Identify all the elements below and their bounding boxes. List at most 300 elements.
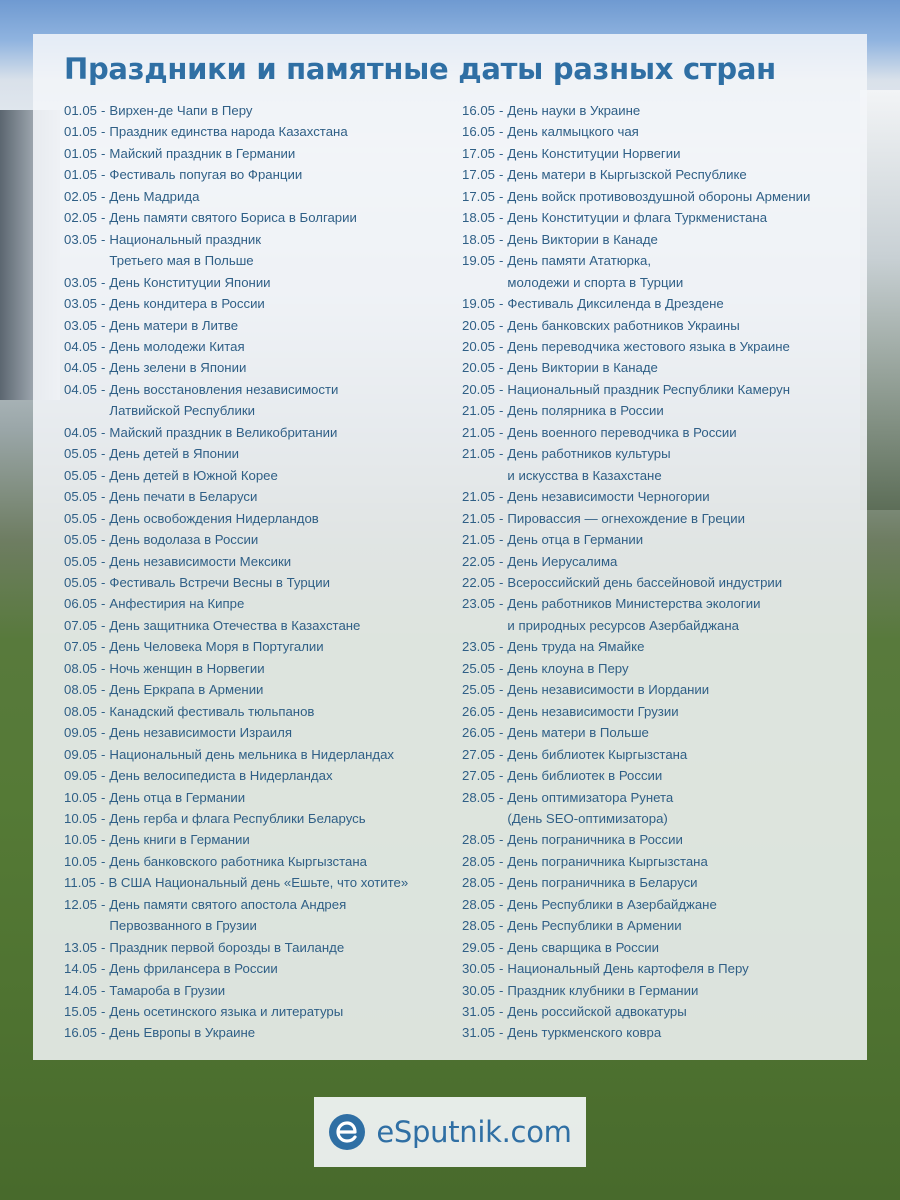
date-list-item <box>462 593 860 636</box>
item-holiday-name: День военного переводчика в России <box>507 424 737 440</box>
item-separator: - <box>101 682 106 698</box>
item-date: 01.05 <box>64 103 98 118</box>
item-holiday-name: День пограничника Кыргызстана <box>507 853 708 869</box>
date-list-item <box>64 744 454 765</box>
item-separator: - <box>499 832 504 848</box>
item-date: 10.05 <box>64 832 98 848</box>
item-date: 14.05 <box>64 982 98 998</box>
date-list-item <box>462 872 860 893</box>
item-date: 31.05 <box>462 1025 496 1041</box>
item-separator: - <box>499 703 504 719</box>
item-holiday-name: День независимости Черногории <box>507 489 710 505</box>
date-list-item <box>462 529 860 550</box>
item-separator: - <box>101 939 106 955</box>
item-date: 02.05 <box>64 188 98 204</box>
item-separator: - <box>101 103 106 118</box>
date-list-item <box>462 422 860 443</box>
item-separator: - <box>101 360 106 376</box>
item-date: 08.05 <box>64 660 98 676</box>
item-date: 09.05 <box>64 725 98 741</box>
date-list-item <box>64 486 454 507</box>
item-separator: - <box>101 510 106 526</box>
item-holiday-name: День печати в Беларуси <box>109 489 258 505</box>
item-holiday-name: Национальный День картофеля в Перу <box>507 961 749 977</box>
date-list-item <box>64 272 454 293</box>
item-separator: - <box>101 296 106 312</box>
item-separator: - <box>499 489 504 505</box>
date-list-item <box>462 336 860 357</box>
item-separator: - <box>499 1025 504 1041</box>
item-separator: - <box>499 446 504 462</box>
item-date: 01.05 <box>64 124 98 140</box>
item-holiday-name: День велосипедиста в Нидерландах <box>109 768 333 784</box>
item-holiday-name: Фестиваль Диксиленда в Дрездене <box>507 296 724 312</box>
item-separator: - <box>101 553 106 569</box>
date-list-item <box>462 1022 860 1043</box>
date-list-item <box>64 1022 454 1043</box>
item-date: 21.05 <box>462 489 496 505</box>
item-date: 05.05 <box>64 510 98 526</box>
date-list-item <box>64 593 454 614</box>
item-holiday-name: День герба и флага Республики Беларусь <box>109 810 366 826</box>
item-holiday-name: День детей в Японии <box>109 446 240 462</box>
item-separator: - <box>499 660 504 676</box>
item-date: 08.05 <box>64 703 98 719</box>
item-date: 22.05 <box>462 574 496 590</box>
date-list-item <box>64 980 454 1001</box>
logo-text: eSputnik.com <box>376 1115 572 1149</box>
item-holiday-name: День памяти святого апостола Андрея Первозванного в Грузии <box>109 896 347 934</box>
item-date: 03.05 <box>64 274 98 290</box>
item-holiday-name: День войск противовоздушной обороны Армении <box>507 188 811 204</box>
item-holiday-name: Национальный праздник Третьего мая в Польше <box>109 231 262 269</box>
item-separator: - <box>499 1004 504 1020</box>
date-list-item <box>462 379 860 400</box>
date-list-item <box>462 400 860 421</box>
brand-logo <box>314 1097 586 1167</box>
item-date: 17.05 <box>462 145 496 161</box>
item-holiday-name: День Иерусалима <box>507 553 618 569</box>
item-separator: - <box>499 746 504 762</box>
item-separator: - <box>499 961 504 977</box>
date-list-item <box>462 787 860 830</box>
item-date: 30.05 <box>462 961 496 977</box>
item-separator: - <box>101 746 106 762</box>
item-date: 12.05 <box>64 896 98 912</box>
item-holiday-name: День восстановления независимости Латвийской Республики <box>109 381 339 419</box>
item-holiday-name: День Человека Моря в Португалии <box>109 639 324 655</box>
item-holiday-name: День кондитера в России <box>109 296 265 312</box>
date-list-item <box>64 207 454 228</box>
item-date: 01.05 <box>64 145 98 161</box>
date-list-item <box>64 572 454 593</box>
date-list-item <box>462 164 860 185</box>
date-list-item <box>64 443 454 464</box>
item-separator: - <box>101 1025 106 1041</box>
date-list-item <box>64 701 454 722</box>
item-separator: - <box>499 639 504 655</box>
date-list-item <box>64 787 454 808</box>
item-holiday-name: Тамароба в Грузии <box>109 982 226 998</box>
date-list-item <box>462 894 860 915</box>
item-separator: - <box>499 167 504 183</box>
item-separator: - <box>101 596 106 612</box>
item-date: 04.05 <box>64 360 98 376</box>
item-date: 18.05 <box>462 231 496 247</box>
item-holiday-name: День банковских работников Украины <box>507 317 740 333</box>
date-list-item <box>64 529 454 550</box>
item-separator: - <box>499 424 504 440</box>
item-holiday-name: День зелени в Японии <box>109 360 247 376</box>
item-date: 17.05 <box>462 167 496 183</box>
date-list-item <box>462 207 860 228</box>
item-date: 03.05 <box>64 231 98 247</box>
item-holiday-name: День науки в Украине <box>507 103 641 118</box>
date-list-item <box>462 636 860 657</box>
item-holiday-name: День матери в Литве <box>109 317 239 333</box>
item-separator: - <box>499 596 504 612</box>
item-separator: - <box>499 317 504 333</box>
item-date: 25.05 <box>462 660 496 676</box>
item-date: 19.05 <box>462 296 496 312</box>
item-separator: - <box>499 403 504 419</box>
date-list-item <box>64 1001 454 1022</box>
item-separator: - <box>101 768 106 784</box>
item-separator: - <box>499 145 504 161</box>
item-holiday-name: День освобождения Нидерландов <box>109 510 319 526</box>
item-date: 05.05 <box>64 553 98 569</box>
item-separator: - <box>499 210 504 226</box>
item-date: 31.05 <box>462 1004 496 1020</box>
date-list-item <box>462 443 860 486</box>
item-holiday-name: День труда на Ямайке <box>507 639 645 655</box>
item-date: 07.05 <box>64 639 98 655</box>
item-date: 25.05 <box>462 682 496 698</box>
item-holiday-name: День отца в Германии <box>507 532 644 548</box>
date-list-item <box>64 336 454 357</box>
item-separator: - <box>101 167 106 183</box>
item-holiday-name: День сварщика в России <box>507 939 660 955</box>
item-separator: - <box>101 467 106 483</box>
item-date: 10.05 <box>64 789 98 805</box>
item-holiday-name: День независимости Израиля <box>109 725 293 741</box>
item-date: 15.05 <box>64 1004 98 1020</box>
item-holiday-name: День оптимизатора Рунета (День SEO-оптимизатора) <box>507 789 674 826</box>
item-date: 05.05 <box>64 532 98 548</box>
item-date: 28.05 <box>462 896 496 912</box>
item-holiday-name: День туркменского ковра <box>507 1025 662 1041</box>
date-list-item <box>64 636 454 657</box>
item-date: 09.05 <box>64 768 98 784</box>
date-list-item <box>462 658 860 679</box>
date-list-item <box>64 293 454 314</box>
item-separator: - <box>101 188 106 204</box>
item-holiday-name: Вирхен-де Чапи в Перу <box>109 103 253 118</box>
date-list-item <box>64 722 454 743</box>
item-date: 16.05 <box>462 103 496 118</box>
item-date: 27.05 <box>462 746 496 762</box>
date-list-item <box>64 872 454 893</box>
item-separator: - <box>101 982 106 998</box>
item-holiday-name: Ночь женщин в Норвегии <box>109 660 265 676</box>
esputnik-logo-icon <box>328 1113 366 1151</box>
item-holiday-name: День Европы в Украине <box>109 1025 256 1041</box>
item-date: 28.05 <box>462 853 496 869</box>
item-holiday-name: День независимости в Иордании <box>507 682 710 698</box>
date-list-item <box>462 121 860 142</box>
item-date: 16.05 <box>462 124 496 140</box>
date-list-item <box>462 100 860 121</box>
item-holiday-name: День пограничника в Беларуси <box>507 875 698 891</box>
item-separator: - <box>101 317 106 333</box>
item-date: 14.05 <box>64 961 98 977</box>
item-holiday-name: Фестиваль Встречи Весны в Турции <box>109 574 330 590</box>
item-separator: - <box>101 961 106 977</box>
item-holiday-name: Всероссийский день бассейновой индустрии <box>507 574 783 590</box>
item-separator: - <box>101 1004 106 1020</box>
item-date: 28.05 <box>462 789 496 805</box>
item-separator: - <box>101 338 106 354</box>
item-date: 05.05 <box>64 446 98 462</box>
item-date: 29.05 <box>462 939 496 955</box>
date-list-item <box>64 422 454 443</box>
item-holiday-name: День клоуна в Перу <box>507 660 629 676</box>
date-list-item <box>64 937 454 958</box>
item-holiday-name: День калмыцкого чая <box>507 124 639 140</box>
item-holiday-name: День осетинского языка и литературы <box>109 1004 344 1020</box>
item-separator: - <box>499 532 504 548</box>
item-date: 11.05 <box>64 875 97 891</box>
item-separator: - <box>101 853 106 869</box>
item-date: 06.05 <box>64 596 98 612</box>
item-date: 27.05 <box>462 768 496 784</box>
item-separator: - <box>499 360 504 376</box>
item-date: 20.05 <box>462 360 496 376</box>
item-date: 13.05 <box>64 939 98 955</box>
item-date: 03.05 <box>64 317 98 333</box>
item-holiday-name: Праздник первой борозды в Таиланде <box>109 939 345 955</box>
date-list-item <box>64 765 454 786</box>
item-separator: - <box>101 489 106 505</box>
item-separator: - <box>499 982 504 998</box>
item-holiday-name: День детей в Южной Корее <box>109 467 278 483</box>
date-list-item <box>462 701 860 722</box>
item-date: 18.05 <box>462 210 496 226</box>
date-list-item <box>462 722 860 743</box>
date-list-item <box>64 229 454 272</box>
date-list-item <box>64 379 454 422</box>
item-holiday-name: День библиотек в России <box>507 768 663 784</box>
date-list-item <box>462 551 860 572</box>
item-date: 08.05 <box>64 682 98 698</box>
date-list-item <box>64 658 454 679</box>
item-holiday-name: День фрилансера в России <box>109 961 278 977</box>
date-list-item <box>64 315 454 336</box>
item-separator: - <box>101 703 106 719</box>
item-separator: - <box>101 574 106 590</box>
item-separator: - <box>101 725 106 741</box>
item-holiday-name: День работников культуры и искусства в Казахстане <box>507 446 671 483</box>
date-list-item <box>64 679 454 700</box>
item-holiday-name: День Конституции Японии <box>109 274 271 290</box>
item-holiday-name: День памяти святого Бориса в Болгарии <box>109 210 357 226</box>
item-separator: - <box>101 617 106 633</box>
date-list-item <box>64 615 454 636</box>
item-separator: - <box>101 789 106 805</box>
item-separator: - <box>101 381 106 397</box>
item-holiday-name: День защитника Отечества в Казахстане <box>109 617 361 633</box>
item-separator: - <box>499 853 504 869</box>
item-holiday-name: День Виктории в Канаде <box>507 360 658 376</box>
item-holiday-name: День книги в Германии <box>109 832 250 848</box>
item-date: 20.05 <box>462 338 496 354</box>
item-holiday-name: День памяти Ататюрка, молодежи и спорта в Турции <box>507 253 684 290</box>
item-holiday-name: Фестиваль попугая во Франции <box>109 167 303 183</box>
item-holiday-name: День Мадрида <box>109 188 200 204</box>
item-date: 21.05 <box>462 403 496 419</box>
item-date: 28.05 <box>462 875 496 891</box>
date-list-item <box>64 357 454 378</box>
item-holiday-name: Пировассия — огнехождение в Греции <box>507 510 745 526</box>
item-separator: - <box>499 103 504 118</box>
item-holiday-name: День Еркрапа в Армении <box>109 682 264 698</box>
item-separator: - <box>499 338 504 354</box>
item-date: 05.05 <box>64 467 98 483</box>
item-separator: - <box>499 768 504 784</box>
item-holiday-name: День Конституции Норвегии <box>507 145 681 161</box>
item-date: 03.05 <box>64 296 98 312</box>
date-list-item <box>462 357 860 378</box>
item-date: 17.05 <box>462 188 496 204</box>
item-holiday-name: День водолаза в России <box>109 532 259 548</box>
right-date-list <box>462 100 860 1044</box>
date-list-item <box>64 143 454 164</box>
item-date: 22.05 <box>462 553 496 569</box>
date-list-item <box>64 829 454 850</box>
item-separator: - <box>499 188 504 204</box>
item-separator: - <box>101 810 106 826</box>
date-list-item <box>462 851 860 872</box>
item-date: 07.05 <box>64 617 98 633</box>
item-date: 10.05 <box>64 853 98 869</box>
page-title: Праздники и памятные даты разных стран <box>64 52 776 86</box>
date-list-item <box>64 958 454 979</box>
date-list-item <box>64 551 454 572</box>
item-separator: - <box>100 875 105 891</box>
item-separator: - <box>499 296 504 312</box>
item-holiday-name: День банковского работника Кыргызстана <box>109 853 367 869</box>
item-holiday-name: День матери в Кыргызской Республике <box>507 167 747 183</box>
date-list-item <box>64 894 454 937</box>
item-date: 05.05 <box>64 489 98 505</box>
date-list-item <box>462 186 860 207</box>
item-holiday-name: День независимости Грузии <box>507 703 679 719</box>
item-holiday-name: Праздник единства народа Казахстана <box>109 124 348 140</box>
item-holiday-name: День отца в Германии <box>109 789 246 805</box>
item-holiday-name: День переводчика жестового языка в Украине <box>507 338 790 354</box>
item-holiday-name: В США Национальный день «Ешьте, что хотите» <box>108 875 409 891</box>
item-holiday-name: Майский праздник в Германии <box>109 145 296 161</box>
item-separator: - <box>499 381 504 397</box>
date-list-item <box>462 937 860 958</box>
item-date: 10.05 <box>64 810 98 826</box>
item-holiday-name: День Виктории в Канаде <box>507 231 658 247</box>
item-separator: - <box>499 510 504 526</box>
date-list-item <box>64 508 454 529</box>
date-list-item <box>462 765 860 786</box>
item-date: 04.05 <box>64 424 98 440</box>
item-separator: - <box>499 553 504 569</box>
date-list-item <box>462 143 860 164</box>
item-separator: - <box>499 896 504 912</box>
item-holiday-name: День полярника в России <box>507 403 664 419</box>
item-date: 20.05 <box>462 381 496 397</box>
date-list-item <box>64 100 454 121</box>
date-list-item <box>64 851 454 872</box>
item-holiday-name: День Конституции и флага Туркменистана <box>507 210 768 226</box>
date-list-item <box>462 915 860 936</box>
item-separator: - <box>101 532 106 548</box>
item-date: 20.05 <box>462 317 496 333</box>
item-date: 21.05 <box>462 446 496 462</box>
item-holiday-name: Майский праздник в Великобритании <box>109 424 338 440</box>
item-holiday-name: Национальный день мельника в Нидерландах <box>109 746 394 762</box>
item-holiday-name: День матери в Польше <box>507 725 649 741</box>
item-holiday-name: День работников Министерства экологии и природных ресурсов Азербайджана <box>507 596 761 633</box>
item-separator: - <box>499 231 504 247</box>
item-separator: - <box>101 124 106 140</box>
item-holiday-name: Анфестирия на Кипре <box>109 596 245 612</box>
item-holiday-name: День российской адвокатуры <box>507 1004 687 1020</box>
date-list-item <box>64 164 454 185</box>
item-separator: - <box>101 446 106 462</box>
date-list-item <box>462 679 860 700</box>
item-separator: - <box>101 639 106 655</box>
item-date: 16.05 <box>64 1025 98 1041</box>
item-date: 26.05 <box>462 725 496 741</box>
item-separator: - <box>499 574 504 590</box>
date-list-item <box>462 293 860 314</box>
item-date: 30.05 <box>462 982 496 998</box>
item-separator: - <box>101 424 106 440</box>
date-list-item <box>462 958 860 979</box>
item-date: 04.05 <box>64 338 98 354</box>
left-date-list <box>64 100 454 1044</box>
item-date: 23.05 <box>462 639 496 655</box>
date-list-item <box>462 1001 860 1022</box>
item-separator: - <box>101 145 106 161</box>
item-holiday-name: Национальный праздник Республики Камерун <box>507 381 791 397</box>
date-list-item <box>462 229 860 250</box>
item-date: 28.05 <box>462 832 496 848</box>
item-date: 05.05 <box>64 574 98 590</box>
date-list-item <box>462 486 860 507</box>
item-separator: - <box>101 231 106 247</box>
date-list-item <box>462 508 860 529</box>
date-list-item <box>64 808 454 829</box>
item-date: 01.05 <box>64 167 98 183</box>
item-holiday-name: День Республики в Азербайджане <box>507 896 717 912</box>
item-separator: - <box>499 875 504 891</box>
date-list-item <box>64 465 454 486</box>
item-holiday-name: День молодежи Китая <box>109 338 245 354</box>
item-date: 04.05 <box>64 381 98 397</box>
item-date: 21.05 <box>462 424 496 440</box>
item-holiday-name: Канадский фестиваль тюльпанов <box>109 703 315 719</box>
date-list-item <box>64 186 454 207</box>
item-separator: - <box>499 789 504 805</box>
item-date: 09.05 <box>64 746 98 762</box>
